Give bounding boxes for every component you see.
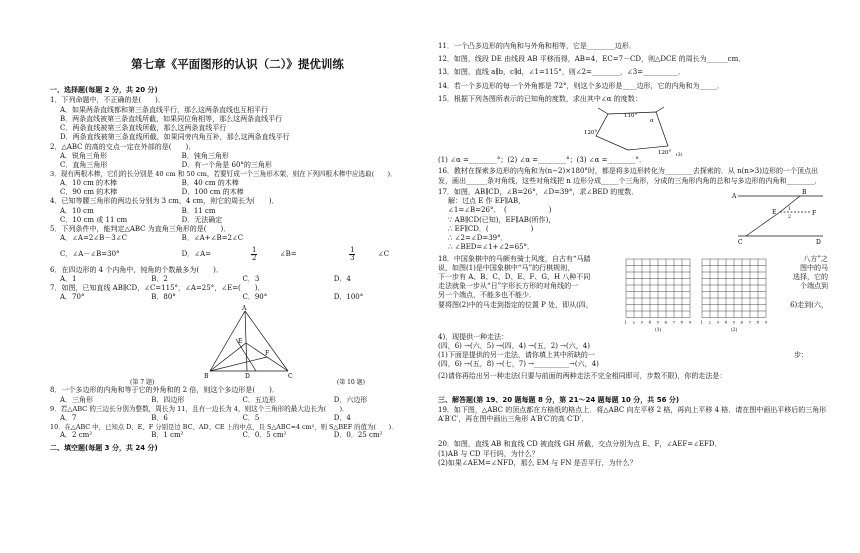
option: C．五边形	[242, 395, 276, 404]
question-11: 11．一个凸多边形的内角和与外角和相等，它是________边形．	[438, 42, 636, 50]
q18-line: (2)请你再给出另一种走法(只要与前面的两种走法不完全相同即可，步数不限)，你的走法是：	[438, 372, 727, 381]
option: A．三角形	[60, 395, 94, 404]
figure-area	[50, 303, 425, 379]
q18-line-right: 步：	[794, 350, 808, 359]
column-number: 7	[672, 319, 676, 325]
column-number: 3	[640, 319, 644, 325]
fig10-label-c: C	[288, 372, 293, 379]
question-20-part-1: (1)AB 与 CD 平行吗，为什么？	[438, 449, 539, 458]
question-17: 17．如图，AB∥CD，∠B=26°，∠D=39°，求∠BED 的度数．	[438, 187, 639, 196]
column-number: 5	[732, 319, 736, 325]
option: C．3	[242, 274, 260, 283]
option: B．80°	[151, 293, 176, 302]
option: A．70°	[60, 293, 85, 302]
proof-line: ∴ ∠BED=∠1+∠2=65°．	[448, 243, 535, 252]
option: D．两条直线被第三条直线所截，如果同旁内角互补，那么这两条直线平行	[60, 133, 290, 142]
question-5: 5．下列条件中，能判定△ABC 为直角三角形的是( )．	[50, 225, 231, 234]
q18-line: (1)下面是提供的另一走法，请你填上其中所缺的一	[438, 350, 595, 359]
q18-line: 走法就象一步从“日”字形长方形的对角线的一	[438, 282, 579, 291]
q18-line: 4)，现提供一种走法：	[438, 332, 509, 341]
question-15: 15．根据下列各图所表示的已知角的度数，求出其中∠α 的度数：	[438, 94, 642, 103]
board-caption: (2)	[731, 327, 738, 333]
question-13: 13．如图，直线 a∥b，c∥d，∠1=115°，则∠2=________，∠3=__________．	[438, 68, 686, 77]
option: A．如果两条直线都和第三条直线平行，那么这两条直线也互相平行	[60, 105, 269, 114]
column-number: 2	[708, 319, 712, 325]
option: C．直角三角形	[60, 161, 108, 170]
option: B．40 cm 的木棒	[181, 178, 239, 187]
chess-boards	[624, 255, 774, 333]
angle-110: 110°	[624, 113, 638, 120]
column-number: 9	[764, 319, 768, 325]
proof-line: ∵ AB∥CD(已知)，EF∥AB(所作)，	[448, 215, 556, 224]
question-2: 2．△ABC 的高的交点一定在外部的是( )．	[50, 142, 196, 151]
question-4: 4．已知等腰三角形的两边长分别为 3 cm，4 cm，则它的周长为( )．	[50, 197, 279, 206]
caption-fig7: (第 7 题)	[130, 378, 155, 386]
figure-15	[438, 104, 828, 156]
option: D．有一个角是 60°的三角形	[181, 161, 272, 170]
options-row	[50, 431, 425, 440]
option: D．4	[333, 274, 351, 283]
chess-board-2	[701, 259, 768, 333]
column-number: 1	[700, 319, 704, 325]
fig10-label-d: D	[245, 372, 250, 379]
option: B．四边形	[151, 395, 185, 404]
proof-line: ∴ ∠2=∠D=39°．	[448, 234, 508, 243]
question-9: 9．若△ABC 的三边长分别为整数，周长为 11，且有一边长为 4，则这个三角形的最大边长为( )．	[50, 404, 349, 413]
question-19: 19．如下图，△ABC 的顶点都在方格纸的格点上．将△ABC 向左平移 2 格，再向上平移 4 格．请在图中画出平移后的三角形 A′B′C′，再在图中画出三角形 A′B′C′的高 C′D′．	[438, 405, 827, 424]
question-16: 16．教材在探索多边形的内角和为(n−2)×180°时，都是将多边形转化为________去探索的．从 n(n>3)边形的一个顶点出发，画出______条对角线，这些对角线把 n 边形分成_____个三角形，分成的三角形内角的总和与多边形的内角和________．	[438, 167, 822, 185]
section-heading-solve: 三、解答题(第 19、20 题每题 8 分，第 21～24 题每题 10 分，共 56 分)	[438, 395, 680, 404]
fig17-angle-2: 2	[788, 214, 791, 220]
option: D．100 cm 的木棒	[181, 188, 244, 197]
q18-line: 说，如图(1)是中国象棋中“马”的行棋规则，	[438, 263, 575, 272]
column-number: 4	[724, 319, 728, 325]
options-row	[50, 152, 425, 161]
options-row	[50, 414, 425, 423]
option: B．6	[151, 413, 168, 422]
proof-line: ∠1=∠B=26°． ( )	[448, 206, 552, 215]
column-number: 1	[624, 319, 628, 325]
fig17-label-b: B	[802, 188, 807, 196]
option: C．两条直线被第三条直线所截，那么这两条直线平行	[60, 124, 227, 133]
option: A．10 cm	[60, 206, 94, 215]
column-number: 7	[748, 319, 752, 325]
figure-10-triangle	[210, 311, 288, 371]
question-1: 1．下列命题中，不正确的是( )．	[50, 96, 165, 105]
question-15-answers: (1) ∠α =________°；(2) ∠α =________°；(3) ∠α =________°．	[438, 156, 646, 165]
column-number: 6	[740, 319, 744, 325]
options-row	[50, 275, 425, 284]
board-caption: (1)	[655, 327, 662, 333]
option: C．90°	[242, 293, 268, 302]
option: B．∠A+∠B=2∠C	[181, 234, 244, 243]
column-number: 4	[648, 319, 652, 325]
fraction-half: 1 2	[252, 246, 257, 263]
question-14: 14．若一个多边形的每一个外角都是 72°，则这个多边形是____边形，它的内角和为_____．	[438, 81, 725, 90]
question-20-part-2: (2)如果∠AEM=∠NFD，那么 EM 与 FN 是否平行，为什么？	[438, 458, 637, 467]
option: B．1 cm²	[151, 431, 184, 440]
options-row	[50, 207, 425, 216]
option: D．无法确定	[181, 215, 223, 224]
option: D．100°	[333, 293, 364, 302]
column-number: 2	[632, 319, 636, 325]
column-number: 8	[756, 319, 760, 325]
question-8: 8．一个多边形的内角和等于它的外角和的 2 倍，则这个多边形是( )．	[50, 386, 279, 395]
column-number: 5	[656, 319, 660, 325]
chess-board-1	[625, 259, 692, 333]
option: C．90 cm 的木棒	[60, 188, 118, 197]
angle-120-bottom: 120°	[658, 150, 672, 157]
angle-alpha: α	[650, 118, 654, 125]
angle-120-left: 120°	[584, 130, 598, 137]
q18-line-right: 图中的马	[800, 263, 828, 272]
column-number: 9	[688, 319, 692, 325]
figure-15-quad	[568, 104, 698, 156]
question-3: 3．现有两根木棒，它们的长分别是 40 cm 和 50 cm，若要钉成一个三角形木架，则在下列四根木棒中应选取( )．	[50, 170, 397, 179]
q18-line: 18．中国象棋中的马颇有骑士风度，自古有“马踏	[438, 254, 591, 263]
option: A．10 cm 的木棒	[60, 178, 117, 187]
option-fraction: D．∠A= 1 2 ∠B= 1 3 ∠C	[181, 246, 390, 263]
option: B．2	[151, 274, 168, 283]
column-number: 6	[664, 319, 668, 325]
left-column	[50, 0, 425, 454]
figure-7-and-10	[50, 303, 425, 379]
options-row	[50, 179, 425, 188]
option: D．0．25 cm²	[333, 431, 383, 440]
page-title: 第七章《平面图形的认识（二）》提优训练	[131, 57, 344, 71]
option: B．两条直线被第三条直线所截，如果同位角相等，那么这两条直线平行	[60, 114, 283, 123]
option: B．11 cm	[181, 206, 216, 215]
options-row	[50, 216, 425, 225]
fraction-third: 1 3	[350, 246, 355, 263]
fig15-caption: (3)	[676, 153, 683, 157]
question-12: 12．如图，线段 DE 由线段 AB 平移而得，AB=4，EC=7－CD，则△DCE 的周长为______cm．	[438, 55, 746, 64]
proof-line: ∴ EF∥CD．( )	[448, 224, 534, 233]
fig10-label-f: F	[265, 349, 270, 357]
option: A．7	[60, 413, 77, 422]
q18-line: 要将图(2)中的马走到指定的位置 P 处，即从(四，	[438, 300, 593, 309]
option: A．1	[60, 274, 77, 283]
option: A．2 cm²	[60, 431, 93, 440]
fig17-angle-1: 1	[788, 206, 791, 212]
right-column	[438, 42, 828, 468]
question-10: 10．在△ABC 中，已知点 D、E、F 分别是边 BC、AD、CE 上的中点，且 S△ABC=4 cm²，则 S△BEF 的值为( )．	[50, 422, 398, 431]
fig10-label-a: A	[242, 304, 247, 312]
q18-row	[438, 351, 828, 360]
question-6: 6．在四边形的 4 个内角中，钝角的个数最多为( )．	[50, 265, 223, 274]
fig17-label-d: D	[816, 238, 821, 244]
fig17-label-a: A	[732, 192, 737, 200]
fig17-label-e: E	[772, 208, 777, 216]
options-row	[50, 293, 425, 302]
question-20: 20．如图，直线 AB 和直线 CD 被直线 GH 所截，交点分别为点 E、F，∠AEF=∠EFD．	[438, 440, 722, 449]
figure-17	[728, 188, 828, 244]
q18-line-right: 八方”之	[803, 254, 828, 263]
question-7: 7．如图，已知直线 AB∥CD，∠C=115°，∠A=25°，∠E=( )．	[50, 284, 265, 293]
question-18-block	[438, 255, 828, 333]
option: D．六边形	[333, 395, 368, 404]
option: A．锐角三角形	[60, 151, 108, 160]
column-number: 3	[716, 319, 720, 325]
section-heading-fill: 二、填空题(每题 3 分，共 24 分)	[50, 443, 158, 452]
fig17-label-f: F	[812, 209, 817, 217]
options-row	[50, 244, 425, 266]
option: C．5	[242, 413, 260, 422]
q18-line-right: 个端点到	[800, 282, 828, 291]
question-17-block	[438, 188, 828, 253]
options-row	[50, 396, 425, 405]
section-heading-choice: 一、选择题(每题 2 分，共 20 分)	[50, 86, 158, 95]
option: A．∠A=2∠B－3∠C	[60, 234, 127, 243]
q18-line: 下一步有 A、B、C、D、E、F、G、H 八种不同	[438, 272, 591, 281]
q18-line: (四，6) →(六，5) →(四，4) →(五，2) →(六，4)	[438, 341, 590, 350]
options-row	[50, 234, 425, 243]
column-number: 8	[680, 319, 684, 325]
caption-fig10: (第 10 题)	[336, 378, 365, 386]
option: B．钝角三角形	[181, 151, 229, 160]
fig17-label-c: C	[738, 238, 743, 244]
fig10-label-e: E	[238, 337, 243, 345]
option: C．0．5 cm²	[242, 431, 287, 440]
proof-line: 解：过点 E 作 EF∥AB，	[448, 197, 526, 206]
q18-line-right: 6)走到(六，	[790, 300, 828, 309]
q18-line: (四，6) →(五，8) →(七，7) →__________→(六，4)	[438, 360, 599, 369]
q18-line: 另一个端点，不能多也不能少．	[438, 291, 536, 300]
fig10-label-b: B	[204, 372, 209, 379]
option: C．∠A－∠B=30°	[60, 250, 120, 258]
q18-line-right: 选择，它的	[793, 272, 828, 281]
option: D．4	[333, 413, 351, 422]
options-row	[50, 161, 425, 170]
option: C．10 cm 或 11 cm	[60, 215, 128, 224]
